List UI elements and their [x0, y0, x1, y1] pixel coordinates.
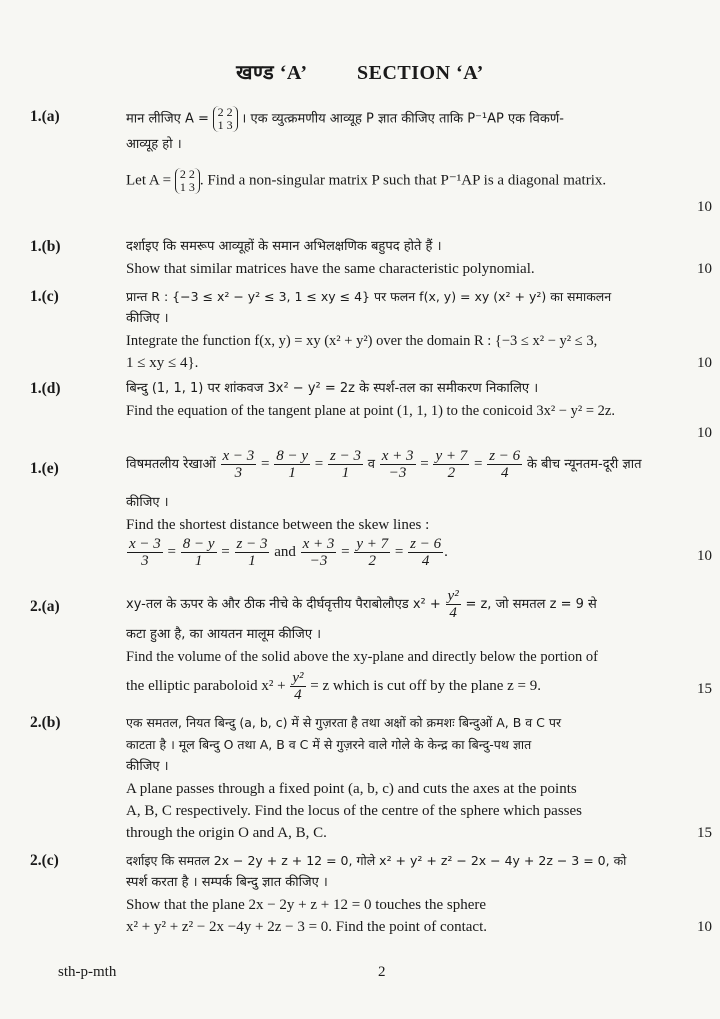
q1c-english-line1: Integrate the function f(x, y) = xy (x² + y²) over the domain R : {−3 ≤ x² − y² ≤ 3,	[126, 333, 598, 349]
question-2a	[30, 588, 712, 703]
fraction: $\frac{z - 3}{1}$	[330, 448, 361, 481]
matrix-a-english: 2 2 1 3	[175, 168, 200, 194]
marks: 10	[697, 199, 712, 215]
fraction: $\frac{x - 3}{3}$	[222, 448, 255, 481]
q1a-english-suffix: . Find a non-singular matrix P such that P⁻¹AP is a diagonal matrix.	[199, 172, 607, 189]
question-1a	[30, 106, 712, 226]
marks: 10	[697, 919, 712, 935]
question-number: 1.(b)	[30, 238, 61, 255]
q2b-english-line3: through the origin O and A, B, C.	[126, 825, 327, 841]
matrix-a: 2 2 1 3	[213, 106, 238, 132]
q1a-hindi-prefix: मान लीजिए A =	[126, 111, 209, 127]
question-2b	[30, 712, 712, 846]
q2b-english-line2: A, B, C respectively. Find the locus of the centre of the sphere which passes	[126, 803, 582, 819]
q2a-english-suffix: = z which is cut off by the plane z = 9.	[310, 677, 541, 694]
fraction: $\frac{x + 3}{-3}$	[381, 448, 414, 481]
question-1d	[30, 378, 712, 444]
q1e-hindi-line2: कीजिए ।	[126, 495, 169, 510]
marks: 10	[697, 355, 712, 371]
fraction: $\frac{y + 7}{2}$	[356, 536, 389, 569]
fraction: $\frac{\text{y²}}{4}$	[292, 670, 304, 703]
q1c-hindi-line2: कीजिए ।	[126, 311, 169, 326]
q2a-english-line1: Find the volume of the solid above the xy-plane and directly below the portion of	[126, 649, 598, 665]
q2c-hindi-line2: स्पर्श करता है । सम्पर्क बिन्दु ज्ञात कीजिए ।	[126, 875, 328, 890]
q1b-english: Show that similar matrices have the same characteristic polynomial.	[126, 261, 535, 277]
q1d-hindi: बिन्दु (1, 1, 1) पर शांकवज 3x² − y² = 2z के स्पर्श-तल का समीकरण निकालिए ।	[126, 381, 539, 396]
q2a-english-prefix: the elliptic paraboloid x² +	[126, 677, 286, 694]
q1e-hindi-suffix: के बीच न्यूनतम-दूरी ज्ञात	[526, 456, 642, 472]
question-number: 2.(a)	[30, 598, 60, 615]
question-2c	[30, 850, 712, 940]
paper-code: sth-p-mth	[58, 964, 117, 980]
q2c-english-line1: Show that the plane 2x − 2y + z + 12 = 0 touches the sphere	[126, 897, 487, 913]
section-title-hindi: खण्ड ‘A’	[236, 62, 308, 84]
fraction: $\frac{8 - y}{1}$	[276, 448, 309, 481]
q2a-hindi-prefix: xy-तल के ऊपर के और ठीक नीचे के दीर्घवृत्तीय पैराबोलौएड x² +	[126, 596, 441, 612]
fraction: $\frac{z - 3}{1}$	[236, 536, 268, 569]
fraction: $\frac{y + 7}{2}$	[435, 448, 468, 481]
fraction: $\frac{z - 6}{4}$	[410, 536, 442, 569]
fraction: $\frac{x + 3}{-3}$	[302, 536, 335, 569]
q2c-hindi-line1: दर्शाइए कि समतल 2x − 2y + z + 12 = 0, गोले x² + y² + z² − 2x − 4y + 2z − 3 = 0, को	[126, 853, 627, 868]
q1d-english: Find the equation of the tangent plane at point (1, 1, 1) to the conicoid 3x² − y² = 2z.	[126, 403, 615, 419]
q1e-hindi-prefix: विषमतलीय रेखाओं	[126, 456, 216, 472]
q2b-english-line1: A plane passes through a fixed point (a, b, c) and cuts the axes at the points	[126, 781, 577, 797]
page-number: 2	[378, 964, 386, 980]
marks: 10	[697, 425, 712, 441]
fraction: $\frac{x - 3}{3}$	[129, 536, 161, 569]
question-1b	[30, 236, 712, 280]
q2c-english-line2: x² + y² + z² − 2x −4y + 2z − 3 = 0. Find the point of contact.	[126, 919, 487, 935]
marks: 10	[697, 548, 712, 564]
fraction: $\frac{8 - y}{1}$	[182, 536, 215, 569]
section-title-english: SECTION ‘A’	[357, 62, 484, 84]
q2a-hindi-line2: कटा हुआ है, का आयतन मालूम कीजिए ।	[126, 627, 322, 642]
section-heading	[0, 58, 720, 85]
question-number: 1.(c)	[30, 288, 59, 305]
fraction: $\frac{\text{y²}}{4}$	[447, 588, 459, 621]
q2b-hindi-line3: कीजिए ।	[126, 759, 169, 774]
q1c-english-line2: 1 ≤ xy ≤ 4}.	[126, 355, 199, 371]
question-number: 2.(b)	[30, 714, 61, 731]
question-number: 2.(c)	[30, 852, 59, 869]
q1a-hindi-suffix: । एक व्युत्क्रमणीय आव्यूह P ज्ञात कीजिए ताकि P⁻¹AP एक विकर्ण-	[241, 111, 564, 127]
question-number: 1.(d)	[30, 380, 61, 397]
marks: 15	[697, 825, 712, 841]
q2b-hindi-line1: एक समतल, नियत बिन्दु (a, b, c) में से गुज़रता है तथा अक्षों को क्रमशः बिन्दुओं A, B व C पर	[126, 715, 562, 730]
marks: 10	[697, 261, 712, 277]
q2a-hindi-suffix: = z, जो समतल z = 9 से	[465, 596, 597, 612]
q2b-hindi-line2: काटता है । मूल बिन्दु O तथा A, B व C में से गुज़रने वाले गोले के केन्द्र का बिन्दु-पथ ज्ञात	[126, 737, 532, 752]
q1a-hindi-line2: आव्यूह हो ।	[126, 137, 182, 152]
question-1c	[30, 286, 712, 374]
fraction: $\frac{z - 6}{4}$	[489, 448, 521, 481]
q1c-hindi-line1: प्रान्त R : {−3 ≤ x² − y² ≤ 3, 1 ≤ xy ≤ 4} पर फलन f(x, y) = xy (x² + y²) का समाकलन	[126, 289, 612, 304]
question-1e: 1.(e) विषमतलीय रेखाओं $\frac{x - 3}{3}$ = $\frac{8 - y}{1}$ = $\frac{z - 3}{1}$ व $\frac{x + 3}{-3}$ = $\frac{y + 7}{2}$ = $\frac{z - 6}{4}$ के बीच न्यूनतम-दूरी ज्ञात कीजिए । Find the shortest distance between the skew lines : $\frac{x - 3}{3}$ = $\frac{8 - y}{1}$ = $\frac{z - 3}{1}$ and $\frac{x + 3}{-3}$ = $\frac{y + 7}{2}$ = $\frac{z - 6}{4}$ . 10	[30, 448, 712, 569]
marks: 15	[697, 681, 712, 697]
question-number: 1.(e)	[30, 460, 59, 477]
q1a-english-prefix: Let A =	[126, 172, 172, 189]
q1b-hindi: दर्शाइए कि समरूप आव्यूहों के समान अभिलक्षणिक बहुपद होते हैं ।	[126, 239, 442, 254]
q1e-english-line1: Find the shortest distance between the skew lines :	[126, 517, 430, 533]
question-number: 1.(a)	[30, 108, 60, 125]
